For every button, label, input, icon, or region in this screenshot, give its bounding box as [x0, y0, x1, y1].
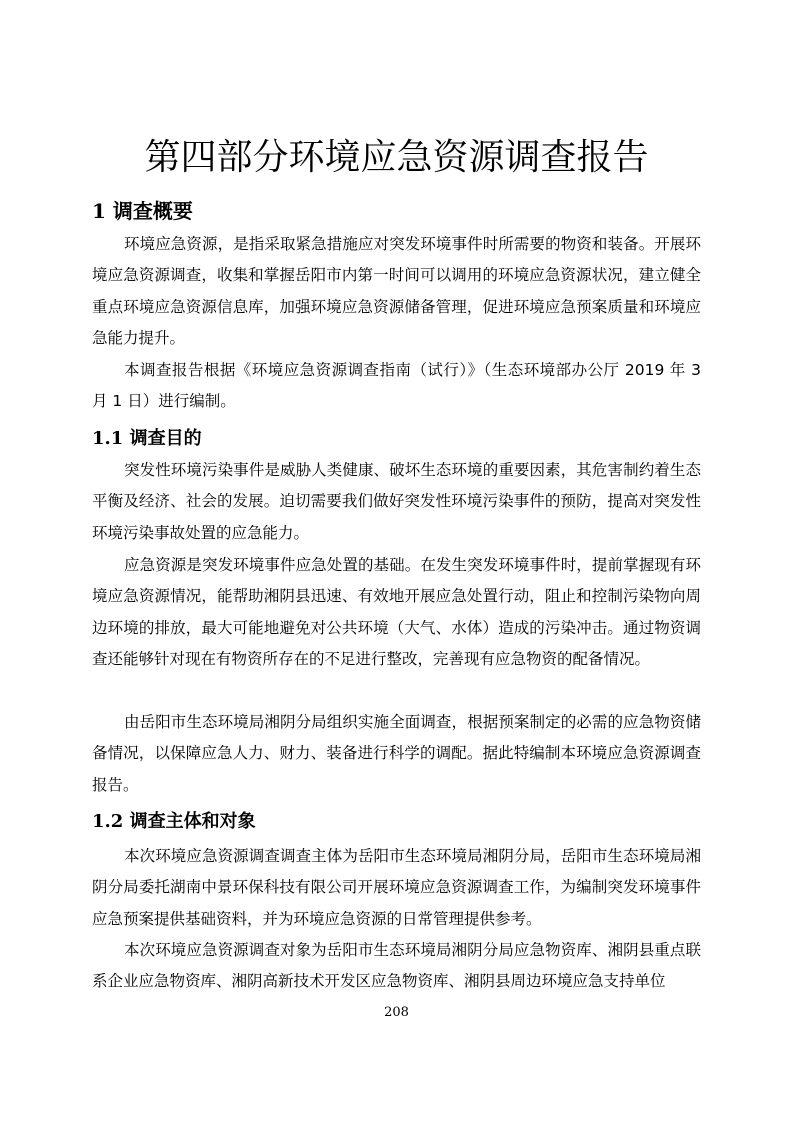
section-heading-1-2: 1.2 调查主体和对象	[92, 811, 256, 832]
page-number: 208	[384, 1005, 409, 1020]
document-title: 第四部分环境应急资源调查报告	[144, 137, 649, 178]
paragraph-1-2: 本调查报告根据《环境应急资源调查指南（试行）》（生态环境部办公厅 2019 年 3 月 1 日）进行编制。	[92, 361, 701, 411]
paragraph-1-1-3: 由岳阳市生态环境局湘阴分局组织实施全面调查，根据预案制定的必需的应急物资储备情况，以保障应急人力、财力、装备进行科学的调配。据此特编制本环境应急资源调查报告。	[92, 713, 701, 794]
section-heading-1-1: 1.1 调查目的	[92, 428, 202, 449]
paragraph-1-1-1: 突发性环境污染事件是威胁人类健康、破坏生态环境的重要因素，其危害制约着生态平衡及经济、社会的发展。迫切需要我们做好突发性环境污染事件的预防，提高对突发性环境污染事故处置的应急能力。	[92, 461, 701, 542]
paragraph-1-1: 环境应急资源，是指采取紧急措施应对突发环境事件时所需要的物资和装备。开展环境应急资源调查，收集和掌握岳阳市内第一时间可以调用的环境应急资源状况，建立健全重点环境应急资源信息库，加强环境应急资源储备管理，促进环境应急预案质量和环境应急能力提升。	[92, 235, 701, 347]
paragraph-1-2-2: 本次环境应急资源调查对象为岳阳市生态环境局湘阴分局应急物资库、湘阴县重点联系企业应急物资库、湘阴高新技术开发区应急物资库、湘阴县周边环境应急支持单位	[92, 941, 701, 991]
paragraph-1-2-1: 本次环境应急资源调查调查主体为岳阳市生态环境局湘阴分局，岳阳市生态环境局湘阴分局委托湖南中景环保科技有限公司开展环境应急资源调查工作，为编制突发环境事件应急预案提供基础资料，并为环境应急资源的日常管理提供参考。	[92, 847, 701, 928]
paragraph-1-1-2: 应急资源是突发环境事件应急处置的基础。在发生突发环境事件时，提前掌握现有环境应急资源情况，能帮助湘阴县迅速、有效地开展应急处置行动，阻止和控制污染物向周边环境的排放，最大可能地避免对公共环境（大气、水体）造成的污染冲击。通过物资调查还能够针对现在有物资所存在的不足进行整改，完善现有应急物资的配备情况。	[92, 556, 701, 668]
section-heading-1: 1 调查概要	[92, 199, 193, 223]
